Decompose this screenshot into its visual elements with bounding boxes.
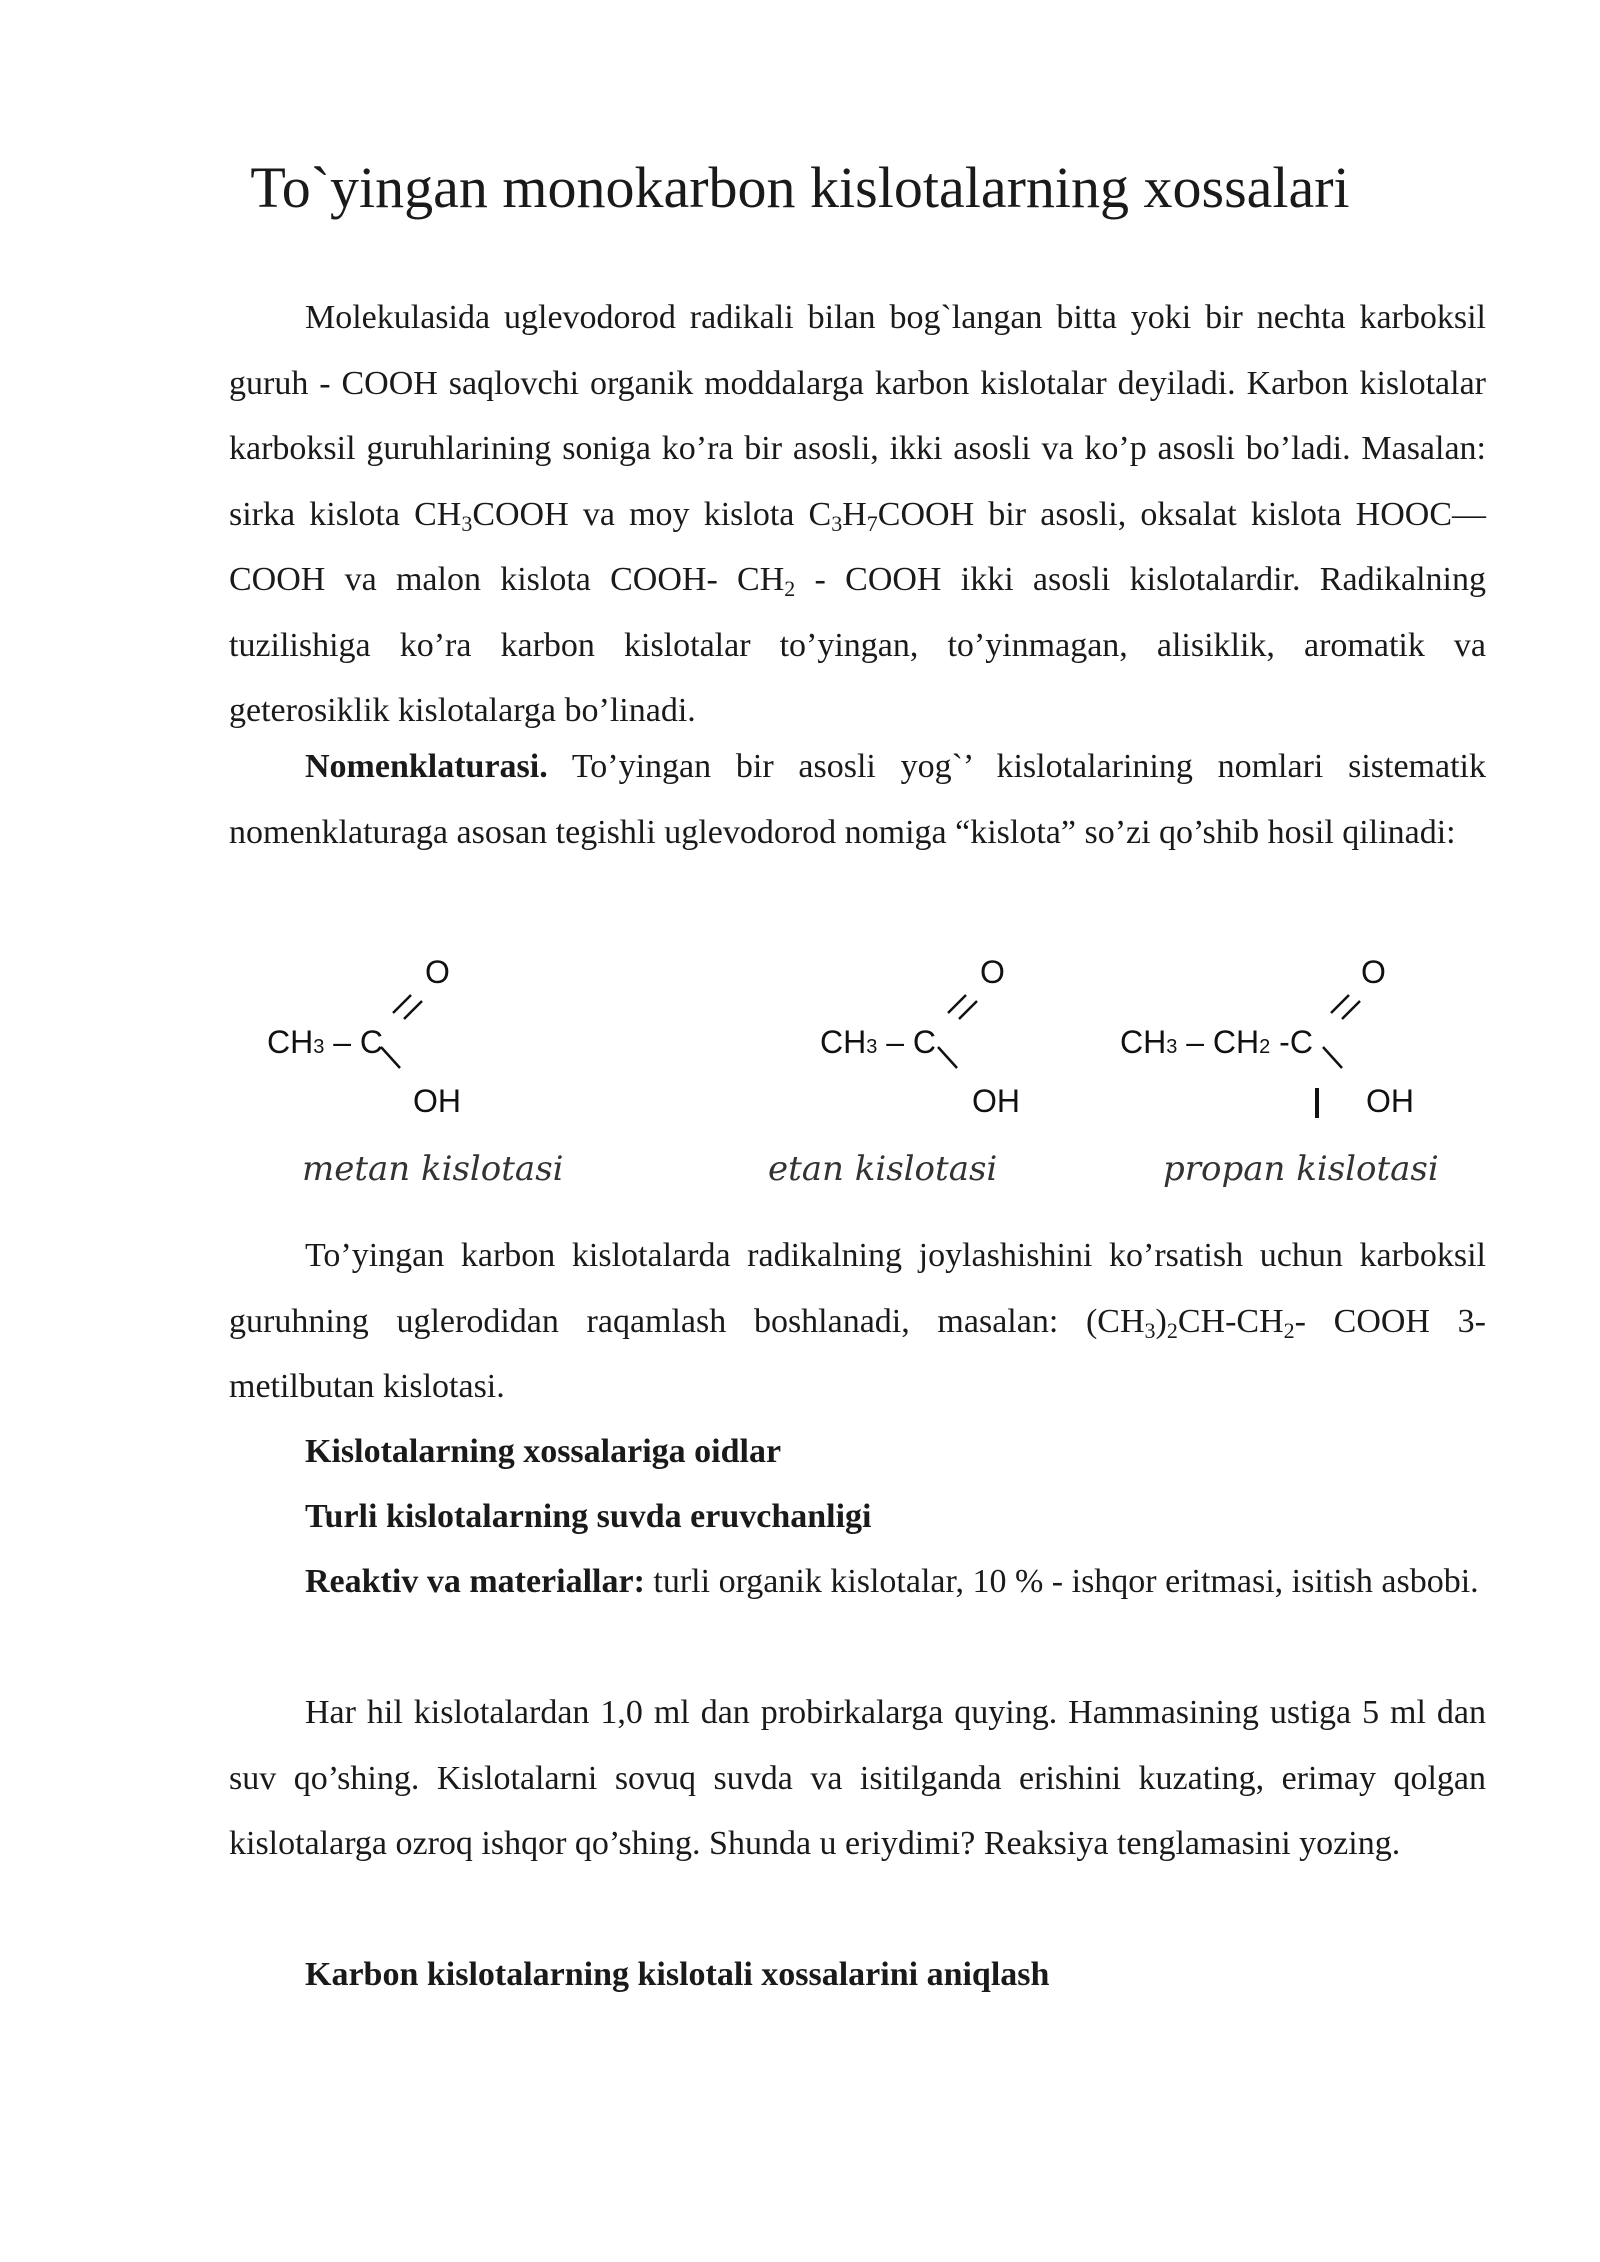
section-heading-3: Karbon kislotalarning kislotali xossalarini aniqlash	[305, 1956, 1050, 1993]
formula-3-oh: OH	[1366, 1083, 1414, 1119]
reagents-paragraph	[229, 1549, 1486, 1615]
formula-1-oh: OH	[413, 1083, 461, 1119]
double-bond-1b	[404, 1001, 422, 1019]
intro-sub-1: 3	[461, 510, 473, 536]
formula-1-ch3: CH3 – C	[267, 1024, 384, 1060]
caption-metan: metan kislotasi	[302, 1149, 564, 1189]
numbering-text-4: - COOH 3-metilbutan kislotasi.	[229, 1302, 1486, 1405]
formula-3-o: O	[1361, 954, 1386, 990]
procedure-paragraph: Har hil kislotalardan 1,0 ml dan probirkalarga quying. Hammasining ustiga 5 ml dan suv qo’shing. Kislotalarni sovuq suvda va isitilganda erishini kuzating, erimay qolgan kislotalarga ozroq ishqor qo’shing. Shunda u eriydimi? Reaksiya tenglamasini yozing.	[229, 1694, 1486, 1862]
numbering-paragraph	[229, 1223, 1486, 1420]
single-bond-oh-1	[381, 1047, 400, 1068]
numbering-sub-2: 2	[1166, 1317, 1178, 1343]
double-bond-2b	[959, 1001, 977, 1019]
numbering-text-3: CH-CH	[1177, 1302, 1284, 1340]
intro-paragraph	[229, 285, 1486, 744]
page-title: To`yingan monokarbon kislotalarning xossalari	[250, 155, 1350, 220]
nomenclature-paragraph	[229, 734, 1486, 865]
nomenclature-heading: Nomenklaturasi.	[305, 748, 548, 785]
double-bond-3b	[1342, 1001, 1360, 1019]
formula-3-chain: CH3 – CH2 -C	[1120, 1024, 1313, 1060]
intro-text-2: COOH va moy kislota C	[472, 495, 832, 533]
reagents-text: turli organik kislotalar, 10 % - ishqor eritmasi, isitish asbobi.	[644, 1563, 1479, 1600]
numbering-text-1: To’yingan karbon kislotalarda radikalning joylashishini ko’rsatish uchun karboksil guruhning uglerodidan raqamlash boshlanadi, masalan: (CH	[229, 1237, 1486, 1340]
numbering-sub-3: 2	[1283, 1317, 1295, 1343]
numbering-text-2: )	[1155, 1302, 1167, 1340]
section-heading-1: Kislotalarning xossalariga oidlar	[305, 1433, 782, 1470]
double-bond-3a	[1331, 995, 1349, 1013]
nomenclature-text: To’yingan bir asosli yog`’ kislotalarining nomlari sistematik nomenklaturaga asosan tegishli uglevodorod nomiga “kislota” so’zi qo’shib hosil qilinadi:	[229, 748, 1486, 851]
caption-etan: etan kislotasi	[768, 1149, 998, 1189]
single-bond-oh-3	[1323, 1047, 1342, 1068]
intro-text-5: - COOH ikki asosli kislotalardir. Radikalning tuzilishiga ko’ra karbon kislotalar to’yingan, to’yinmagan, alisiklik, aromatik va geterosiklik kislotalarga bo’linadi.	[229, 561, 1486, 729]
formula-1-o: O	[425, 954, 450, 990]
caption-propan: propan kislotasi	[1163, 1149, 1439, 1189]
intro-text-4: COOH bir asosli, oksalat kislota HOOC—COOH va malon kislota COOH- CH	[229, 495, 1487, 598]
intro-sub-4: 2	[784, 576, 796, 601]
formulas-svg	[0, 940, 1600, 1210]
formula-2-ch3: CH3 – C	[820, 1024, 937, 1060]
formula-2-o: O	[980, 954, 1005, 990]
numbering-sub-1: 3	[1144, 1317, 1156, 1343]
formula-2-oh: OH	[972, 1083, 1020, 1119]
intro-sub-2: 3	[831, 510, 843, 536]
reagents-heading: Reaktiv va materiallar:	[305, 1563, 645, 1600]
intro-text-1: Molekulasida uglevodorod radikali bilan bog`langan bitta yoki bir nechta karboksil guruh - COOH saqlovchi organik moddalarga karbon kislotalar deyiladi. Karbon kislotalar karboksil guruhlarining soniga ko’ra bir asosli, ikki asosli va ko’p asosli bo’ladi. Masalan: sirka kislota CH	[229, 299, 1486, 533]
intro-text-3: H	[842, 495, 867, 533]
intro-sub-3: 7	[866, 510, 878, 536]
section-heading-2: Turli kislotalarning suvda eruvchanligi	[305, 1498, 872, 1535]
double-bond-2a	[948, 995, 966, 1013]
double-bond-1a	[393, 995, 411, 1013]
single-bond-oh-2	[938, 1047, 957, 1068]
structural-formulas-figure	[0, 940, 1600, 1210]
